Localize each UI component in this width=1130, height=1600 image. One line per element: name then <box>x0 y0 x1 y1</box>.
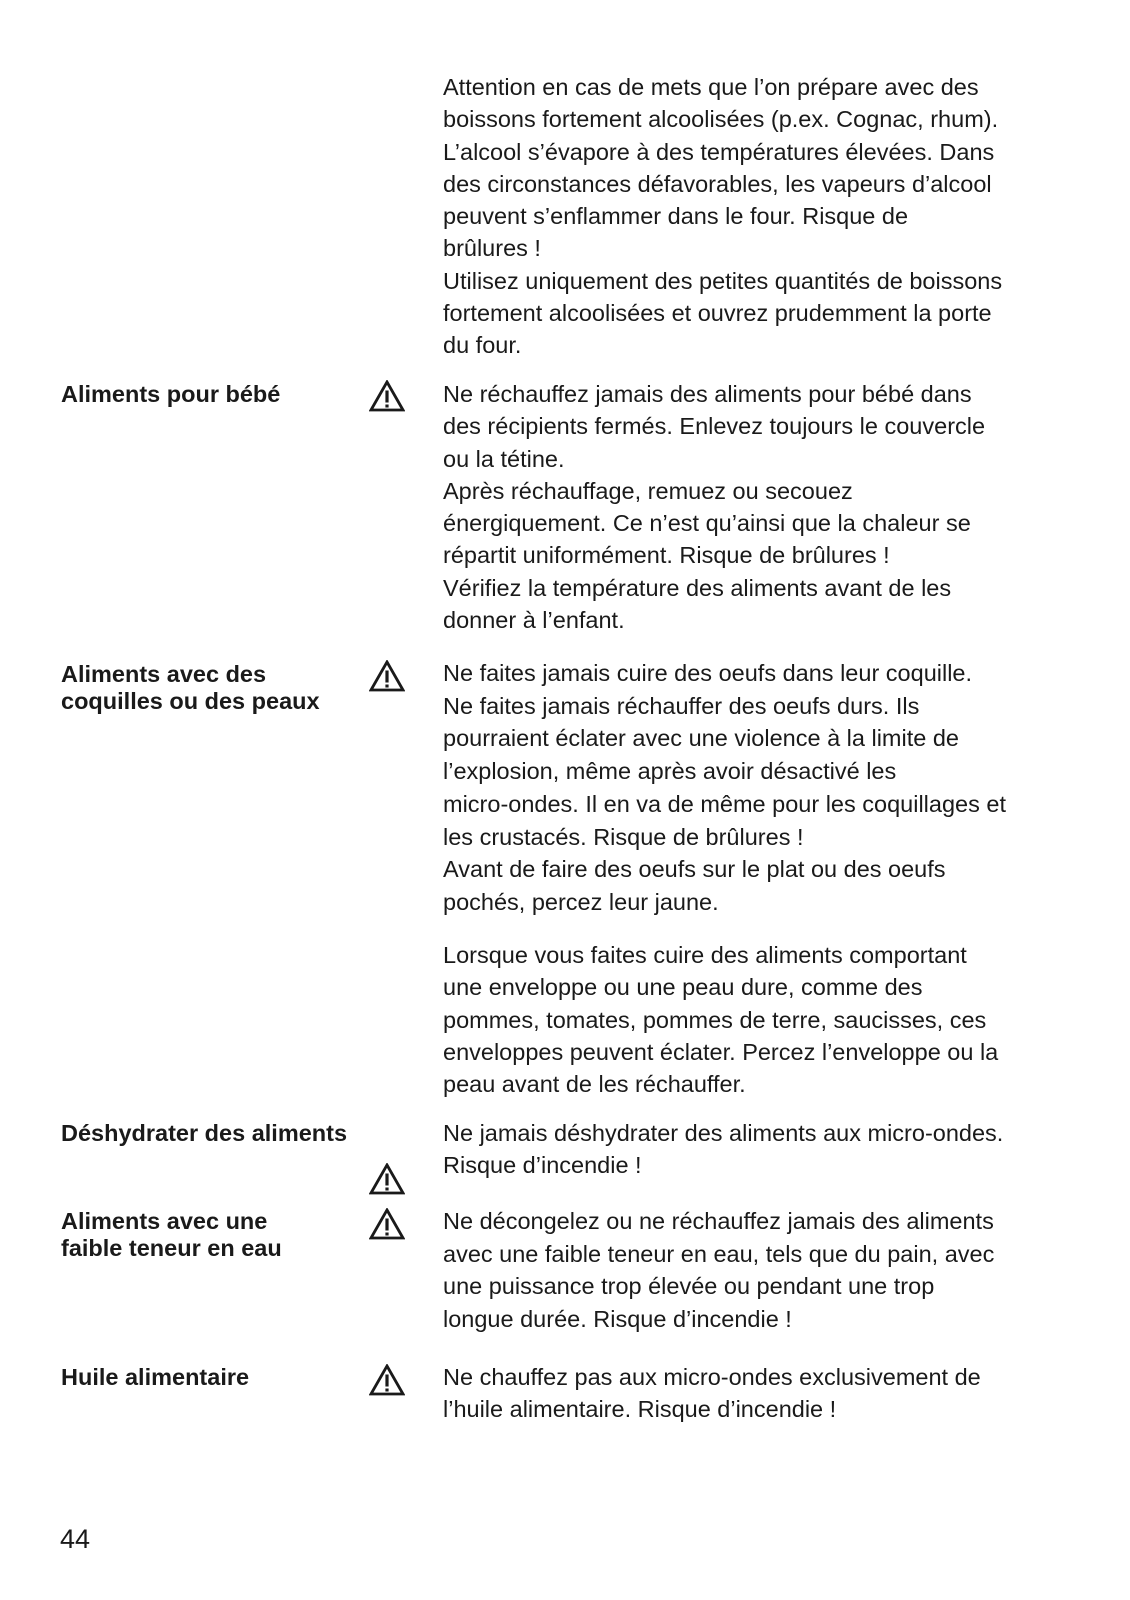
text-line: ou la tétine. <box>443 445 565 472</box>
text-line: L’alcool s’évapore à des températures élevées. Dans <box>443 138 995 165</box>
text-line: Après réchauffage, remuez ou secouez <box>443 477 853 504</box>
label-line: Huile alimentaire <box>61 1364 250 1390</box>
text-line: fortement alcoolisées et ouvrez prudemment la porte <box>443 300 992 327</box>
text-line: longue durée. Risque d’incendie ! <box>443 1306 792 1333</box>
label-line: Déshydrater des aliments <box>61 1120 348 1146</box>
text-line: une enveloppe ou une peau dure, comme des <box>443 974 923 1001</box>
text-line: peuvent s’enflammer dans le four. Risque de <box>443 203 909 230</box>
text-line: Attention en cas de mets que l’on prépare avec des <box>443 74 979 100</box>
section-body-low-water <box>443 1205 1083 1336</box>
text-line: une puissance trop élevée ou pendant une trop <box>443 1273 935 1300</box>
text-line: donner à l’enfant. <box>443 607 625 634</box>
section-body-baby-food <box>443 378 1083 636</box>
text-line: Ne faites jamais réchauffer des oeufs durs. Ils <box>443 692 920 719</box>
text-line: brûlures ! <box>443 235 541 262</box>
label-line: Aliments avec des <box>61 661 267 687</box>
text-line: des récipients fermés. Enlevez toujours le couvercle <box>443 413 986 440</box>
text-line: les crustacés. Risque de brûlures ! <box>443 823 804 850</box>
label-line: Aliments pour bébé <box>61 381 281 407</box>
text-line: Ne décongelez ou ne réchauffez jamais des aliments <box>443 1208 994 1234</box>
text-line: boissons fortement alcoolisées (p.ex. Cognac, rhum). <box>443 106 999 133</box>
warning-triangle-icon <box>369 660 405 692</box>
section-label-low-water <box>61 1208 381 1262</box>
text-line: pommes, tomates, pommes de terre, saucisses, ces <box>443 1006 987 1033</box>
warning-triangle-icon <box>369 380 405 412</box>
text-line: l’huile alimentaire. Risque d’incendie ! <box>443 1396 837 1423</box>
text-line: Ne jamais déshydrater des aliments aux micro-ondes. <box>443 1120 1004 1146</box>
text-line: Risque d’incendie ! <box>443 1152 642 1179</box>
text-line: Utilisez uniquement des petites quantités de boissons <box>443 267 1003 294</box>
section-label-shells-skins <box>61 661 381 715</box>
text-line: Ne réchauffez jamais des aliments pour bébé dans <box>443 381 972 407</box>
text-line: Avant de faire des oeufs sur le plat ou des oeufs <box>443 856 946 883</box>
text-line: pochés, percez leur jaune. <box>443 888 719 915</box>
text-line: répartit uniformément. Risque de brûlures ! <box>443 542 890 569</box>
section-body-shells-skins-2 <box>443 939 1083 1100</box>
text-line: Ne chauffez pas aux micro-ondes exclusivement de <box>443 1364 981 1390</box>
section-body-dehydrate <box>443 1117 1083 1182</box>
text-line: enveloppes peuvent éclater. Percez l’enveloppe ou la <box>443 1038 999 1065</box>
text-line: du four. <box>443 332 522 359</box>
text-line: Ne faites jamais cuire des oeufs dans leur coquille. <box>443 660 973 686</box>
text-line: pourraient éclater avec une violence à la limite de <box>443 725 959 752</box>
text-line: Vérifiez la température des aliments avant de les <box>443 574 952 601</box>
text-line: énergiquement. Ce n’est qu’ainsi que la chaleur se <box>443 510 971 537</box>
label-line: coquilles ou des peaux <box>61 688 320 714</box>
section-body-shells-skins <box>443 657 1083 919</box>
section-label-dehydrate <box>61 1120 401 1147</box>
text-line: avec une faible teneur en eau, tels que du pain, avec <box>443 1240 995 1267</box>
warning-triangle-icon <box>369 1208 405 1240</box>
text-line: micro-ondes. Il en va de même pour les coquillages et <box>443 790 1006 817</box>
section-label-cooking-oil <box>61 1364 381 1391</box>
text-line: peau avant de les réchauffer. <box>443 1071 746 1098</box>
section-label-baby-food <box>61 381 381 408</box>
warning-triangle-icon <box>369 1364 405 1396</box>
warning-triangle-icon <box>369 1163 405 1195</box>
label-line: Aliments avec une <box>61 1208 268 1234</box>
text-line: des circonstances défavorables, les vapeurs d’alcool <box>443 170 992 197</box>
section-body-cooking-oil <box>443 1361 1083 1426</box>
intro-paragraph <box>443 71 1083 362</box>
text-line: Lorsque vous faites cuire des aliments comportant <box>443 942 967 968</box>
label-line: faible teneur en eau <box>61 1235 282 1261</box>
page-number: 44 <box>60 1524 91 1554</box>
text-line: l’explosion, même après avoir désactivé les <box>443 758 897 785</box>
